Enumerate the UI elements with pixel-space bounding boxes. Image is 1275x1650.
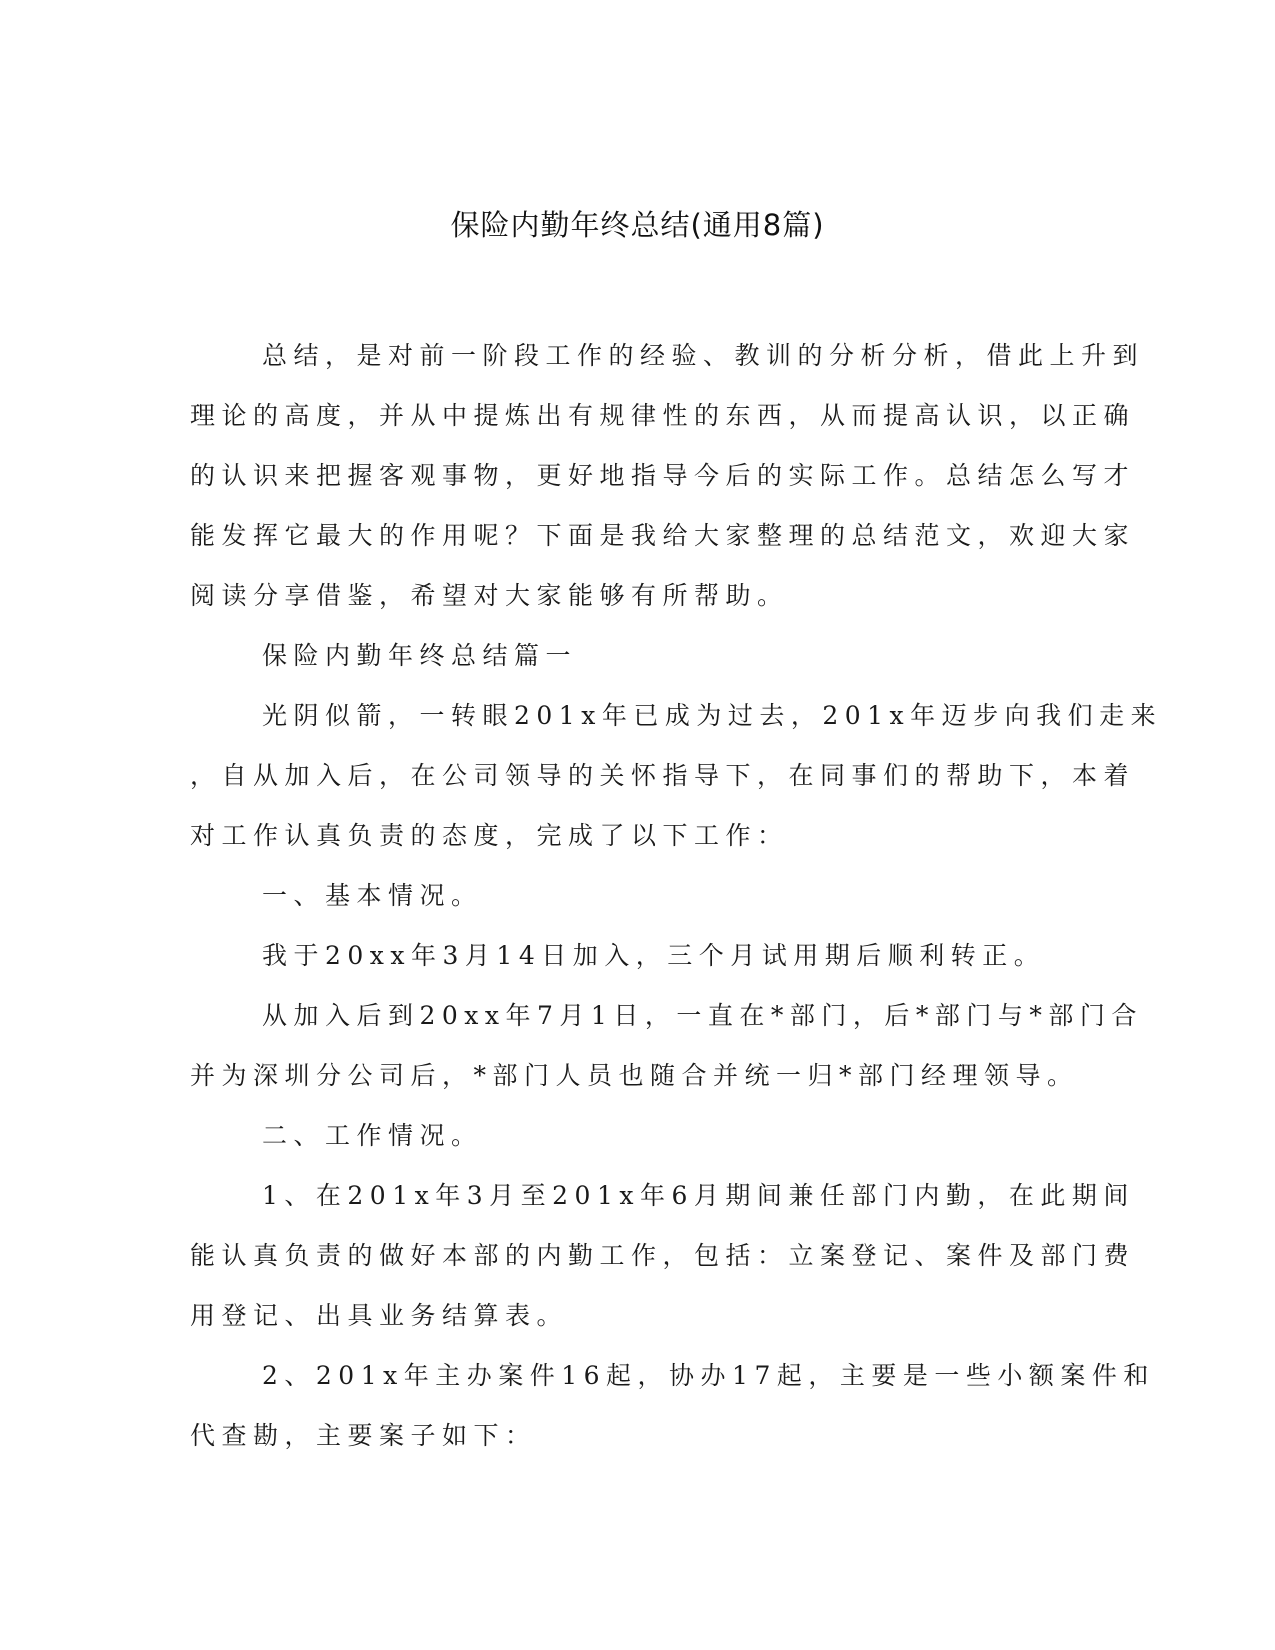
paragraph-line: 的认识来把握客观事物，更好地指导今后的实际工作。总结怎么写才 [190,461,1136,490]
paragraph-line: 能发挥它最大的作用呢？下面是我给大家整理的总结范文，欢迎大家 [190,521,1136,550]
document-body [190,326,1163,1466]
paragraph-line: 总结，是对前一阶段工作的经验、教训的分析分析，借此上升到 [262,341,1145,370]
paragraph-line: 1、在201x年3月至201x年6月期间兼任部门内勤，在此期间 [262,1181,1135,1210]
paragraph-line: 能认真负责的做好本部的内勤工作，包括：立案登记、案件及部门费 [190,1241,1136,1270]
document-title: 保险内勤年终总结(通用8篇) [450,208,825,242]
paragraph-line: 并为深圳分公司后，*部门人员也随合并统一归*部门经理领导。 [190,1061,1079,1090]
paragraph-line: 我于20xx年3月14日加入，三个月试用期后顺利转正。 [262,941,1046,970]
paragraph-line: 从加入后到20xx年7月1日，一直在*部门，后*部门与*部门合 [262,1001,1143,1030]
section-heading: 保险内勤年终总结篇一 [262,641,578,670]
paragraph-line: 对工作认真负责的态度，完成了以下工作： [190,821,789,850]
paragraph-line: 理论的高度，并从中提炼出有规律性的东西，从而提高认识，以正确 [190,401,1136,430]
paragraph-line: 2、201x年主办案件16起，协办17起，主要是一些小额案件和 [262,1361,1155,1390]
subsection-heading: 一、基本情况。 [262,881,483,910]
paragraph-line: 阅读分享借鉴，希望对大家能够有所帮助。 [190,581,789,610]
subsection-heading: 二、工作情况。 [262,1121,483,1150]
paragraph-line: 光阴似箭，一转眼201x年已成为过去，201x年迈步向我们走来 [262,701,1163,730]
paragraph-line: ，自从加入后，在公司领导的关怀指导下，在同事们的帮助下，本着 [190,761,1136,790]
paragraph-line: 代查勘，主要案子如下： [190,1421,537,1450]
paragraph-line: 用登记、出具业务结算表。 [190,1301,569,1330]
